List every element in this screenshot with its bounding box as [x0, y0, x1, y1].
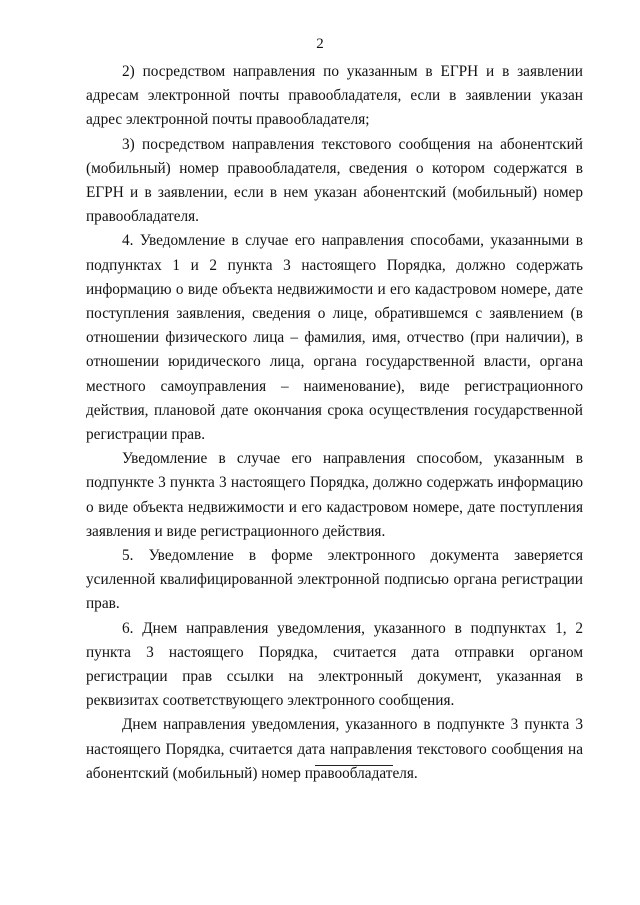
- paragraph-sms-notification-content: Уведомление в случае его направления способом, указанным в подпункте 3 пункта 3 настоящего Порядка, должно содержать информацию о виде объекта недвижимости и его кадастровом номере, дате поступления заявления и виде регистрационного действия.: [86, 450, 583, 540]
- document-body: [86, 60, 583, 786]
- paragraph-item-4-notification-content: 4. Уведомление в случае его направления способами, указанными в подпунктах 1 и 2 пункта 3 настоящего Порядка, должно содержать информацию о виде объекта недвижимости и его кадастровом номере, дате поступления заявления, сведения о лице, обратившемся с заявлением (в отношении физического лица – фамилия, имя, отчество (при наличии), в отношении юридического лица, органа государственной власти, органа местного самоуправления – наименование), виде регистрационного действия, плановой дате окончания срока осуществления государственной регистрации прав.: [86, 232, 583, 444]
- paragraph-item-6-sending-date: 6. Днем направления уведомления, указанного в подпунктах 1, 2 пункта 3 настоящего Порядка, считается дата отправки органом регистрации прав ссылки на электронный документ, указанная в реквизитах соответствующего электронного сообщения.: [86, 619, 583, 710]
- paragraph-item-5-electronic-signature: 5. Уведомление в форме электронного документа заверяется усиленной квалифицированной электронной подписью органа регистрации прав.: [86, 547, 583, 613]
- paragraph-sms-notification: 3) посредством направления текстового сообщения на абонентский (мобильный) номер правообладателя, сведения о котором содержатся в ЕГРН и в заявлении, если в нем указан абонентский (мобильный) номер правообладателя.: [86, 135, 583, 226]
- paragraph-email-notification: 2) посредством направления по указанным в ЕГРН и в заявлении адресам электронной почты правообладателя, если в заявлении указан адрес электронной почты правообладателя;: [86, 63, 583, 129]
- paragraph-sms-sending-date: Днем направления уведомления, указанного в подпункте 3 пункта 3 настоящего Порядка, считается дата направления текстового сообщения на абонентский (мобильный) номер правообладателя.: [86, 716, 583, 782]
- end-separator-line: [315, 765, 393, 766]
- page-number: 2: [316, 36, 324, 52]
